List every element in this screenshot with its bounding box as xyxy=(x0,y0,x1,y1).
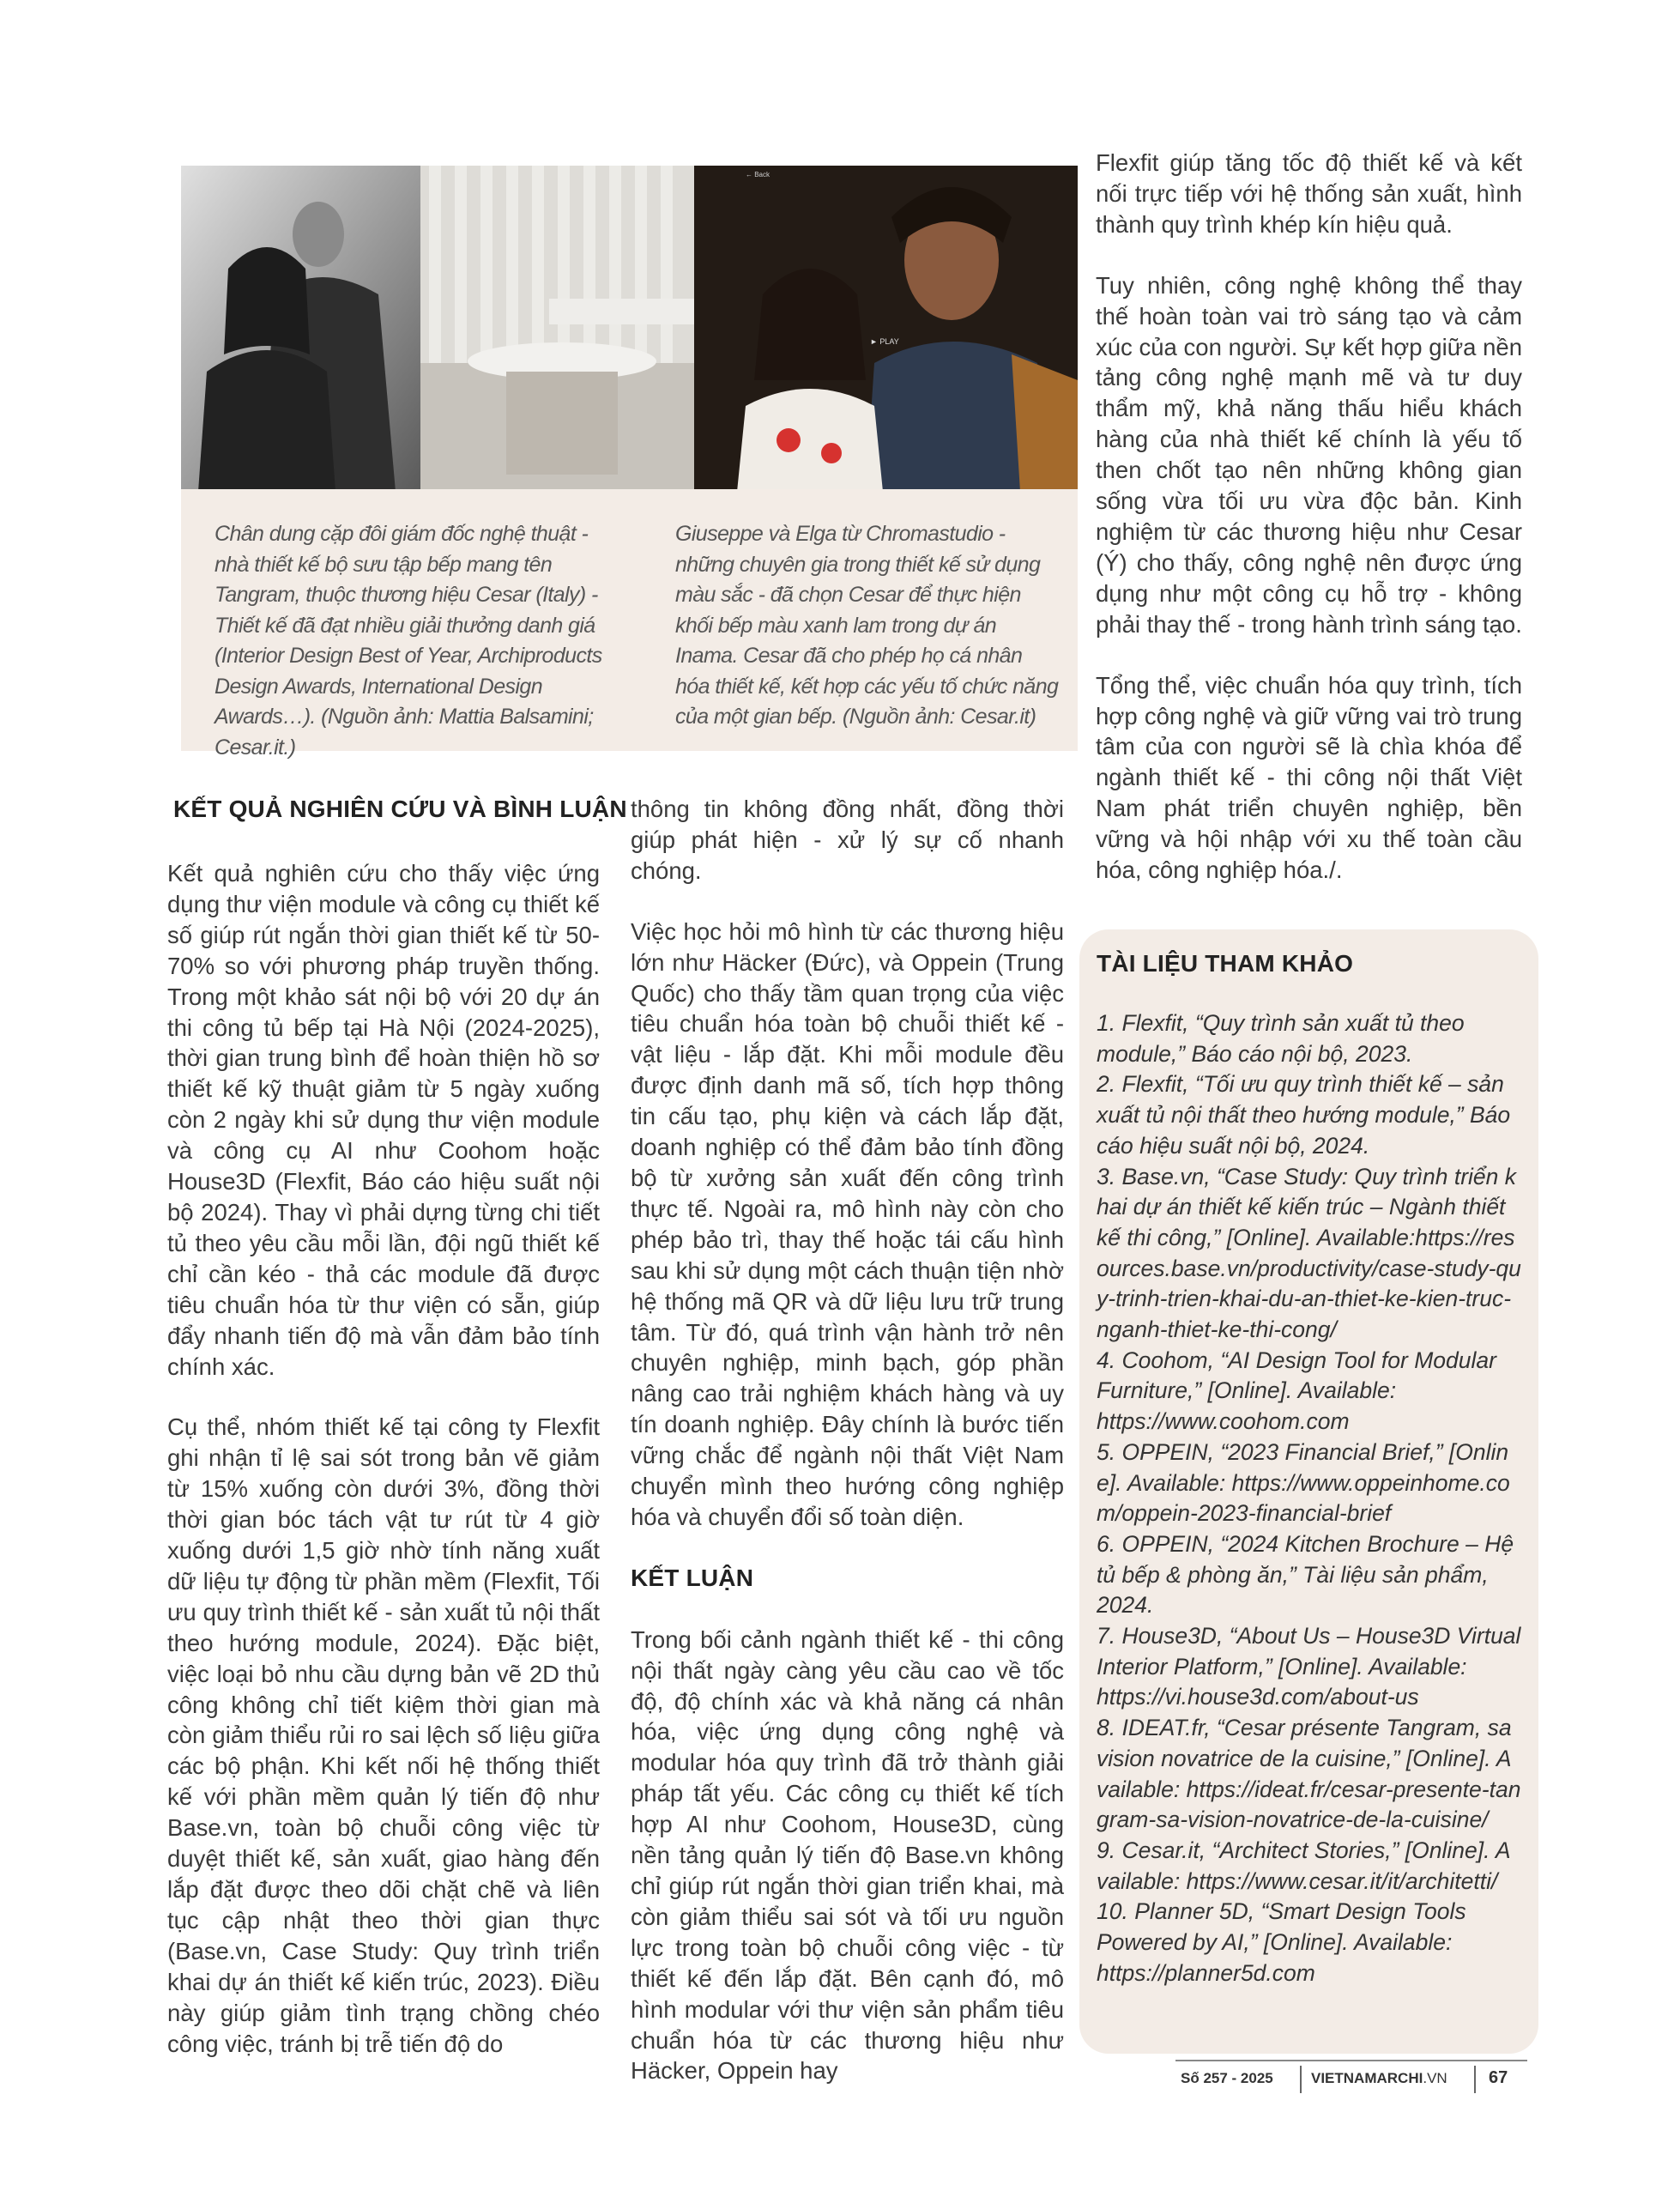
kitchen-table-photo xyxy=(420,166,694,492)
paragraph: thông tin không đồng nhất, đồng thời giúp phát hiện - xử lý sự cố nhanh chóng. xyxy=(631,796,1064,884)
paragraph: Tổng thể, việc chuẩn hóa quy trình, tích hợp công nghệ và giữ vững vai trò trung tâm của con người sẽ là chìa khóa để ngành thiết kế - thi công nội thất Việt Nam phát triển chuyên nghiệp, bền vững và hội nhập với xu thế toàn cầu hóa, công nghiệp hóa./. xyxy=(1096,671,1522,884)
reference-item: 5. OPPEIN, “2023 Financial Brief,” [Online]. Available: https://www.oppeinhome.com/oppein-2023-financial-brief xyxy=(1097,1438,1510,1527)
references-heading: TÀI LIỆU THAM KHẢO xyxy=(1097,950,1354,977)
footer-rule xyxy=(1175,2060,1527,2061)
paragraph: Kết quả nghiên cứu cho thấy việc ứng dụng thư viện module và công cụ thiết kế số giúp rút ngắn thời gian thiết kế từ 50- 70% so với phương pháp truyền thống. Trong một khảo sát nội bộ với 20 dự án thi công tủ bếp tại Hà Nội (2024-2025), thời gian trung bình để hoàn thiện hồ sơ thiết kế kỹ thuật giảm từ 5 ngày xuống còn 2 ngày khi sử dụng thư viện module và công cụ AI như Coohom hoặc House3D (Flexfit, Báo cáo hiệu suất nội bộ 2024). Thay vì phải dựng từng chi tiết tủ theo yêu cầu mỗi lần, đội ngũ thiết kế chỉ cần kéo - thả các module đã được tiêu chuẩn hóa từ thư viện có sẵn, giúp đẩy nhanh tiến độ mà vẫn đảm bảo tính chính xác. xyxy=(167,860,600,1380)
paragraph: Việc học hỏi mô hình từ các thương hiệu lớn như Häcker (Đức), và Oppein (Trung Quốc) cho thấy tầm quan trọng của việc tiêu chuẩn hóa toàn bộ chuỗi thiết kế - vật liệu - lắp đặt. Khi mỗi module đều được định danh mã số, tích hợp thông tin cấu tạo, phụ kiện và cách lắp đặt, doanh nghiệp có thể đảm bảo tính đồng bộ từ xưởng sản xuất đến công trình thực tế. Ngoài ra, mô hình này còn cho phép bảo trì, thay thế hoặc tái cấu hình sau khi sử dụng một cách thuận tiện nhờ hệ thống mã QR và dữ liệu lưu trữ trung tâm. Từ đó, quá trình vận hành trở nên chuyên nghiệp, minh bạch, góp phần nâng cao trải nghiệm khách hàng và uy tín doanh nghiệp. Đây chính là bước tiến vững chắc để ngành nội thất Việt Nam chuyển mình theo hướng công nghiệp hóa và chuyển đổi số toàn diện. xyxy=(631,917,1064,1530)
column-3 xyxy=(1096,148,1522,916)
paragraph: Cụ thể, nhóm thiết kế tại công ty Flexfit ghi nhận tỉ lệ sai sót trong bản vẽ giảm từ 15% xuống còn dưới 3%, đồng thời thời gian bóc tách vật tư rút từ 4 giờ xuống dưới 1,5 giờ nhờ tính năng xuất dữ liệu tự động từ phần mềm (Flexfit, Tối ưu quy trình thiết kế - sản xuất tủ nội thất theo hướng module, 2024). Đặc biệt, việc loại bỏ nhu cầu dựng bản vẽ 2D thủ công không chỉ tiết kiệm thời gian mà còn giảm thiểu rủi ro sai lệch số liệu giữa các bộ phận. Khi kết nối hệ thống thiết kế với phần mềm quản lý tiến độ như Base.vn, toàn bộ chuỗi công việc từ duyệt thiết kế, sản xuất, giao hàng đến lắp đặt được theo dõi chặt chẽ và liên tục cập nhật theo thời gian thực (Base.vn, Case Study: Quy trình triển khai dự án thiết kế kiến trúc, 2023). Điều này giúp giảm tình trạng chồng chéo công việc, tránh bị trễ tiến độ do xyxy=(167,1413,600,2057)
reference-item: 3. Base.vn, “Case Study: Quy trình triển khai dự án thiết kế kiến trúc – Ngành thiết kế thi công,” [Online]. Available:https://resources.base.vn/productivity/case-study-quy-trinh-trien-khai-du-an-thiet-ke-kien-truc-nganh-thiet-ke-thi-cong/ xyxy=(1097,1163,1521,1343)
reference-item: 7. House3D, “About Us – House3D Virtual Interior Platform,” [Online]. Available: https://vi.house3d.com/about-us xyxy=(1097,1623,1521,1710)
column-1 xyxy=(167,858,600,2089)
reference-item: 4. Coohom, “AI Design Tool for Modular Furniture,” [Online]. Available: https://www.coohom.com xyxy=(1097,1347,1496,1435)
column-2 xyxy=(631,794,1064,2116)
footer-issue: Số 257 - 2025 xyxy=(1181,2070,1273,2086)
brand-suffix: .VN xyxy=(1423,2070,1447,2086)
reference-item: 9. Cesar.it, “Architect Stories,” [Online]. Available: https://www.cesar.it/it/architetti/ xyxy=(1097,1837,1511,1894)
portrait-photo xyxy=(181,166,420,492)
section-heading-results: KẾT QUẢ NGHIÊN CỨU VÀ BÌNH LUẬN xyxy=(173,796,627,822)
caption-right: Giuseppe và Elga từ Chromastudio - những chuyên gia trong thiết kế sử dụng màu sắc - đã chọn Cesar để thực hiện khối bếp màu xanh lam trong dự án Inama. Cesar đã cho phép họ cá nhân hóa thiết kế, kết hợp các yếu tố chức năng của một gian bếp. (Nguồn ảnh: Cesar.it) xyxy=(675,522,1059,729)
footer-divider xyxy=(1300,2066,1302,2093)
reference-item: 10. Planner 5D, “Smart Design Tools Powered by AI,” [Online]. Available: https://planner5d.com xyxy=(1097,1898,1466,1986)
footer-divider xyxy=(1474,2066,1476,2093)
reference-item: 1. Flexfit, “Quy trình sản xuất tủ theo module,” Báo cáo nội bộ, 2023. xyxy=(1097,1010,1465,1067)
paragraph: Tuy nhiên, công nghệ không thể thay thế hoàn toàn vai trò sáng tạo và cảm xúc của con người. Sự kết hợp giữa nền tảng công nghệ mạnh mẽ và tư duy thẩm mỹ, khả năng thấu hiểu khách hàng của nhà thiết kế chính là yếu tố then chốt tạo nên những không gian sống vừa tối ưu vừa độc bản. Kinh nghiệm từ các thương hiệu như Cesar (Ý) cho thấy, công nghệ nên được ứng dụng như một công cụ hỗ trợ - không phải thay thế - trong hành trình sáng tạo. xyxy=(1096,271,1522,638)
page-number: 67 xyxy=(1489,2068,1508,2087)
kitchen-illustration xyxy=(420,166,694,492)
play-label: ► PLAY xyxy=(870,337,899,346)
references-list xyxy=(1097,1008,1521,1989)
brand-name: VIETNAMARCHI xyxy=(1311,2070,1423,2086)
reference-item: 6. OPPEIN, “2024 Kitchen Brochure – Hệ tủ bếp & phòng ăn,” Tài liệu sản phẩm, 2024. xyxy=(1097,1530,1514,1619)
paragraph: Flexfit giúp tăng tốc độ thiết kế và kết nối trực tiếp với hệ thống sản xuất, hình thành quy trình khép kín hiệu quả. xyxy=(1096,149,1522,238)
footer-brand xyxy=(1311,2070,1447,2087)
reference-item: 8. IDEAT.fr, “Cesar présente Tangram, sa vision novatrice de la cuisine,” [Online]. Available: https://ideat.fr/cesar-presente-tangram-sa-vision-novatrice-de-la-cuisine/ xyxy=(1097,1715,1521,1833)
caption-left: Chân dung cặp đôi giám đốc nghệ thuật - nhà thiết kế bộ sưu tập bếp mang tên Tangram, thuộc thương hiệu Cesar (Italy) - Thiết kế đã đạt nhiều giải thưởng danh giá (Interior Design Best of Year, Archiproducts Design Awards, International Design Awards…). (Nguồn ảnh: Mattia Balsamini; Cesar.it.) xyxy=(215,522,602,760)
back-link: ← Back xyxy=(746,171,771,179)
reference-item: 2. Flexfit, “Tối ưu quy trình thiết kế – sản xuất tủ nội thất theo hướng module,” Báo cáo hiệu suất nội bộ, 2024. xyxy=(1097,1071,1511,1159)
section-heading-conclusion: KẾT LUẬN xyxy=(631,1564,754,1591)
chromastudio-photo xyxy=(694,166,1078,492)
paragraph: Trong bối cảnh ngành thiết kế - thi công nội thất ngày càng yêu cầu cao về tốc độ, độ chính xác và khả năng cá nhân hóa, việc ứng dụng công nghệ và modular hóa quy trình đã trở thành giải pháp tất yếu. Các công cụ thiết kế tích hợp AI như Coohom, House3D, cùng nền tảng quản lý tiến độ Base.vn không chỉ giúp rút ngắn thời gian triển khai, mà còn giảm thiểu sai sót và tối ưu nguồn lực trong toàn bộ chuỗi công việc - từ thiết kế đến lắp đặt. Bên cạnh đó, mô hình modular với thư viện sản phẩm tiêu chuẩn hóa từ các thương hiệu như Häcker, Oppein hay xyxy=(631,1625,1064,2085)
portrait-illustration xyxy=(181,166,420,492)
couple-illustration xyxy=(694,166,1078,492)
